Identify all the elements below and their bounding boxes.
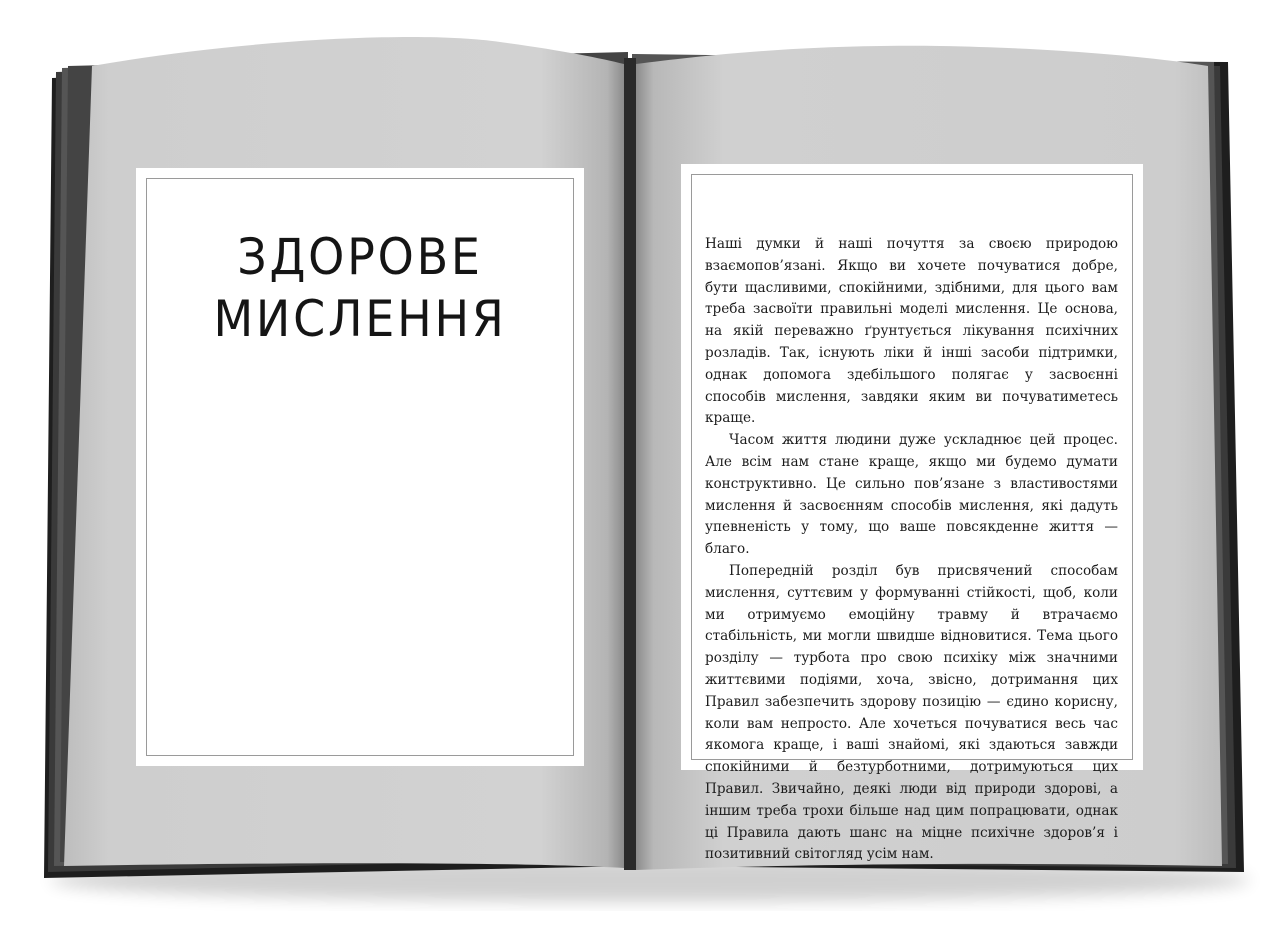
chapter-title-line-2: МИСЛЕННЯ bbox=[213, 290, 507, 348]
paragraph-3: Попередній розділ був присвячений способам мислення, суттєвим у формуванні стійкості, щоб, коли ми отримуємо емоційну травму й втрачаємо стабільність, ми могли швидше відновитися. Тема цього розділу — турбота про свою психіку між значними життєвими подіями, хоча, звісно, дотримання цих Правил забезпечить здорову позицію — єдино корисну, коли вам непросто. Але хочеться почуватися весь час якомога краще, і ваші знайомі, які здаються завжди спокійними й безтурботними, дотримуються цих Правил. Звичайно, деякі люди від природи здорові, а іншим треба трохи більше над цим попрацювати, однак ці Правила дають шанс на міцне психічне здоров’я і позитивний світогляд усім нам. bbox=[705, 562, 1118, 863]
paragraph-2: Часом життя людини дуже ускладнює цей процес. Але всім нам стане краще, якщо ми будемо думати конструктивно. Це сильно пов’язане з властивостями мислення й засвоєнням способів мислення, які дадуть упевненість у тому, що ваше повсякденне життя — благо. bbox=[705, 432, 1118, 558]
chapter-title-line-1: ЗДОРОВЕ bbox=[237, 228, 483, 286]
paragraph-1: Наші думки й наші почуття за своєю природою взаємопов’язані. Якщо ви хочете почуватися добре, бути щасливими, спокійними, здібними, для цього вам треба засвоїти правильні моделі мислення. Це основа, на якій переважно ґрунтується лікування психічних розладів. Так, існують ліки й інші засоби підтримки, однак допомога здебільшого полягає у засвоєнні способів мислення, завдяки яким ви почуватиметесь краще. bbox=[705, 236, 1118, 427]
body-text bbox=[705, 234, 1118, 866]
chapter-title bbox=[154, 226, 566, 350]
spine bbox=[624, 58, 636, 870]
left-page-panel bbox=[136, 168, 584, 766]
right-page-panel bbox=[681, 164, 1143, 863]
